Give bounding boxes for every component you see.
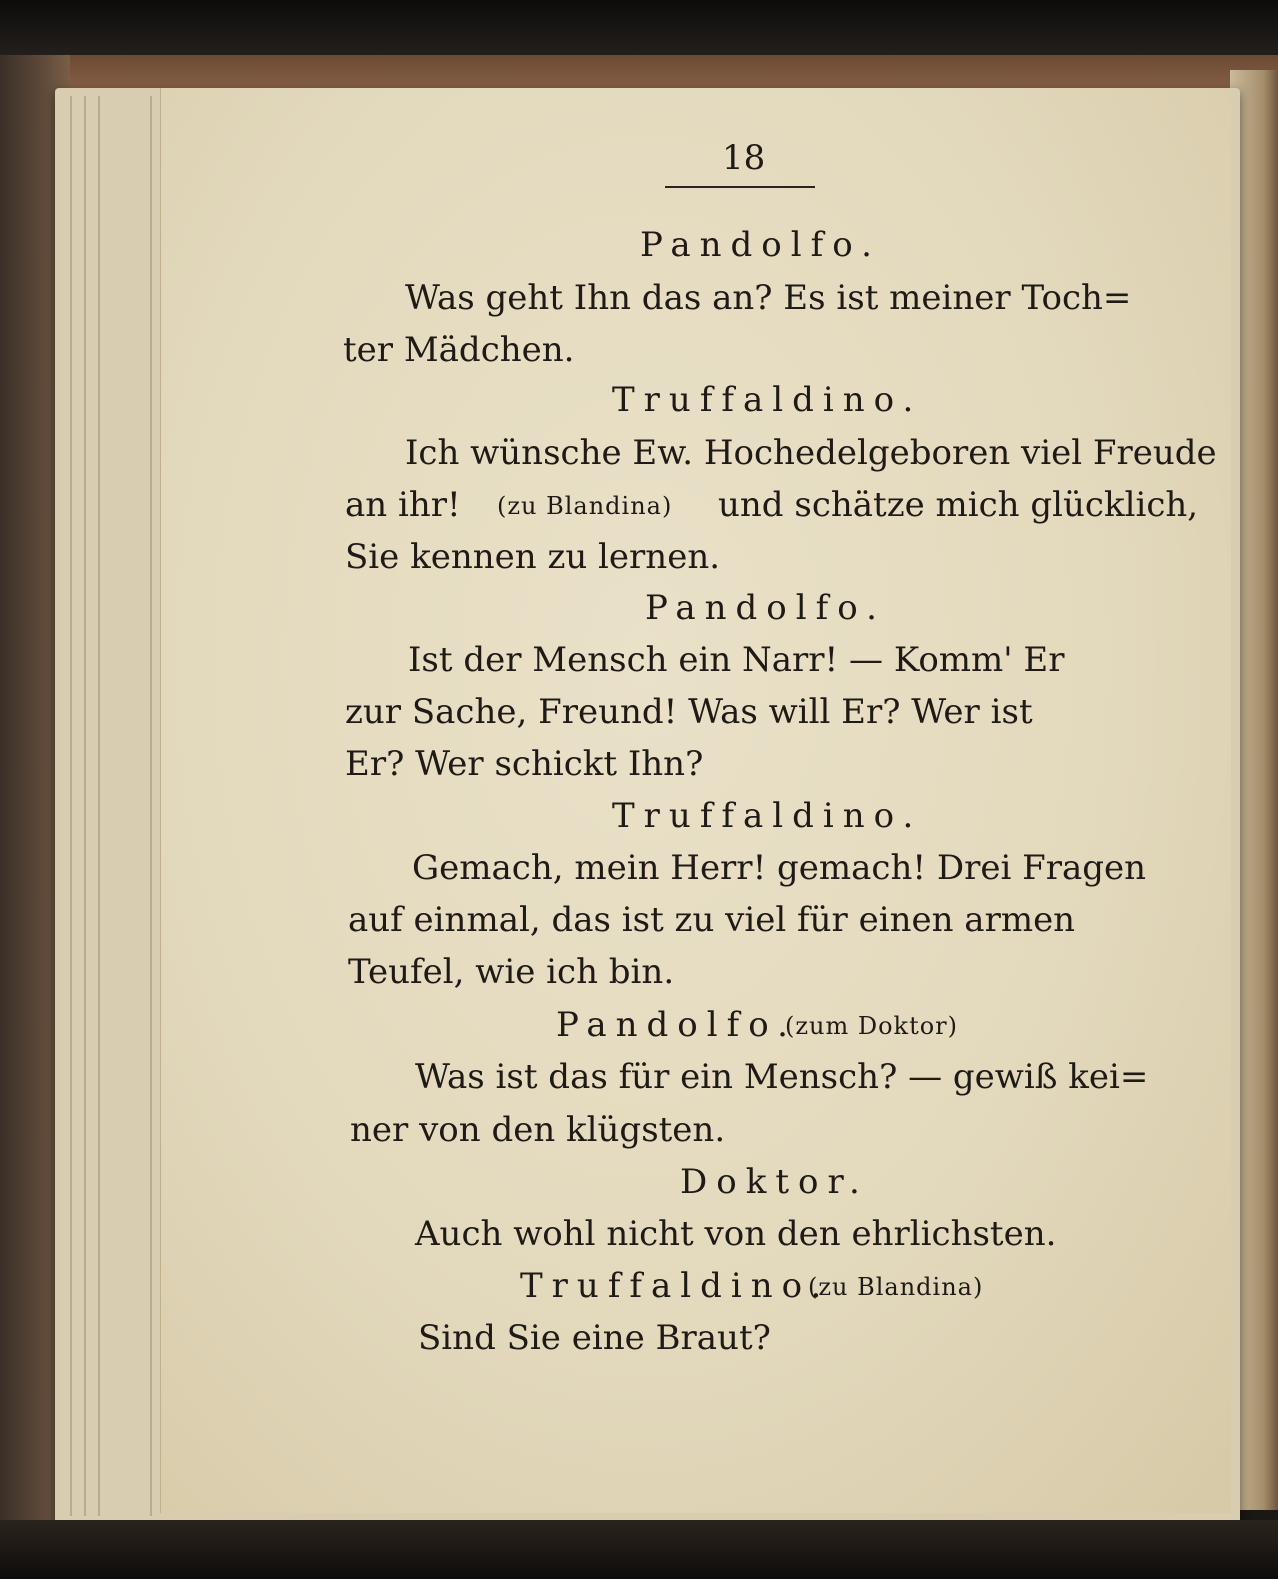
text-line: zur Sache, Freund! Was will Er? Wer ist [345, 692, 1033, 732]
text-line: Sind Sie eine Braut? [418, 1318, 771, 1358]
stage-direction: (zu Blandina) [497, 492, 673, 520]
text-line: Teufel, wie ich bin. [348, 952, 675, 992]
text-line: Was geht Ihn das an? Es ist meiner Toch= [405, 278, 1132, 318]
header-rule [665, 186, 815, 188]
text-line: Ich wünsche Ew. Hochedelgeboren viel Freude [405, 433, 1217, 473]
page-number: 18 [722, 138, 766, 178]
scan-background-bottom [0, 1520, 1278, 1579]
page-edge-line [70, 96, 72, 1516]
speaker-label: Pandolfo. [556, 1005, 797, 1045]
speaker-label: Truffaldino. [612, 380, 923, 420]
text-line: auf einmal, das ist zu viel für einen armen [348, 900, 1076, 940]
speaker-label: Truffaldino. [612, 796, 923, 836]
text-line: ter Mädchen. [343, 330, 575, 370]
speaker-label: Truffaldino. [520, 1266, 831, 1306]
text-line: Ist der Mensch ein Narr! — Komm' Er [408, 640, 1065, 680]
speaker-label: Doktor. [680, 1162, 869, 1202]
text-line: Sie kennen zu lernen. [345, 537, 721, 577]
stage-direction: (zu Blandina) [808, 1273, 984, 1301]
speaker-label: Pandolfo. [640, 225, 881, 265]
stage-direction: (zum Doktor) [785, 1012, 959, 1040]
page-edge-line [84, 96, 86, 1516]
text-line: ner von den klügsten. [350, 1110, 726, 1150]
scan-background-top [0, 0, 1278, 60]
text-line: Gemach, mein Herr! gemach! Drei Fragen [412, 848, 1147, 888]
text-line: Was ist das für ein Mensch? — gewiß kei= [415, 1057, 1149, 1097]
text-line: an ihr! [345, 485, 461, 525]
text-line: Auch wohl nicht von den ehrlichsten. [415, 1214, 1057, 1254]
speaker-label: Pandolfo. [645, 588, 886, 628]
page-edge-line [98, 96, 100, 1516]
text-line: und schätze mich glücklich, [718, 485, 1199, 525]
text-line: Er? Wer schickt Ihn? [345, 744, 704, 784]
page-edge-line [150, 96, 152, 1516]
